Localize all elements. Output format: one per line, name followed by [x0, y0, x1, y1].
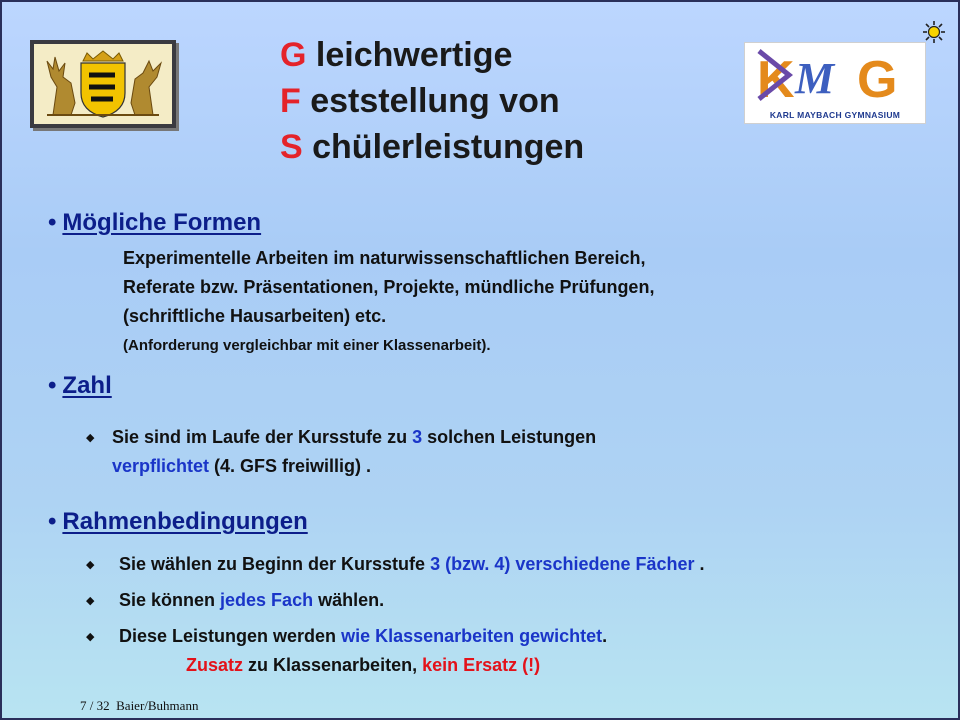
page-title: [280, 32, 584, 170]
state-coat-of-arms-icon: [39, 47, 167, 121]
formen-note: (Anforderung vergleichbar mit einer Klassenarbeit).: [123, 337, 491, 354]
logo-caption: KARL MAYBACH GYMNASIUM: [769, 110, 901, 120]
title-line-1: G leichwertige: [280, 36, 513, 74]
heading-moegliche-formen: • Mögliche Formen: [48, 209, 262, 236]
bullet-dot: •: [48, 209, 57, 236]
diamond-bullet-icon: ◆: [86, 631, 95, 643]
crest-frame: [30, 40, 176, 128]
diamond-bullet-icon: ◆: [86, 559, 95, 571]
formen-line-2: Referate bzw. Präsentationen, Projekte, mündliche Prüfungen,: [123, 277, 655, 297]
title-line-3: S chülerleistungen: [280, 128, 585, 166]
rahmen-subline: Zusatz zu Klassenarbeiten, kein Ersatz (!): [186, 655, 541, 675]
sun-icon[interactable]: [922, 20, 946, 44]
zahl-line-1: Sie sind im Laufe der Kursstufe zu 3 solchen Leistungen: [112, 427, 597, 447]
title-line-2: F eststellung von: [280, 82, 560, 120]
page-number: 7 / 32: [80, 698, 110, 713]
authors: Baier/Buhmann: [116, 698, 199, 713]
zahl-line-2: verpflichtet (4. GFS freiwillig) .: [112, 456, 372, 476]
rahmen-item-3: Diese Leistungen werden wie Klassenarbeiten gewichtet.: [119, 626, 608, 646]
diamond-bullet-icon: ◆: [86, 432, 95, 444]
school-logo: [744, 42, 926, 124]
rahmen-item-2: Sie können jedes Fach wählen.: [119, 590, 385, 610]
slide-footer: [80, 698, 198, 714]
formen-line-1: Experimentelle Arbeiten im naturwissenschaftlichen Bereich,: [123, 248, 646, 268]
rahmen-item-1: Sie wählen zu Beginn der Kursstufe 3 (bzw. 4) verschiedene Fächer .: [119, 554, 705, 574]
logo-letter-g: G: [857, 51, 898, 107]
logo-letter-m: M: [795, 54, 835, 103]
bullet-dot: •: [48, 372, 57, 399]
heading-zahl: • Zahl: [48, 372, 112, 399]
bullet-dot: •: [48, 508, 57, 535]
heading-rahmenbedingungen: • Rahmenbedingungen: [48, 508, 308, 535]
diamond-bullet-icon: ◆: [86, 595, 95, 607]
formen-line-3: (schriftliche Hausarbeiten) etc.: [123, 306, 387, 326]
kmg-logo-icon: [745, 43, 925, 107]
logo-letter-k: K: [757, 51, 795, 107]
